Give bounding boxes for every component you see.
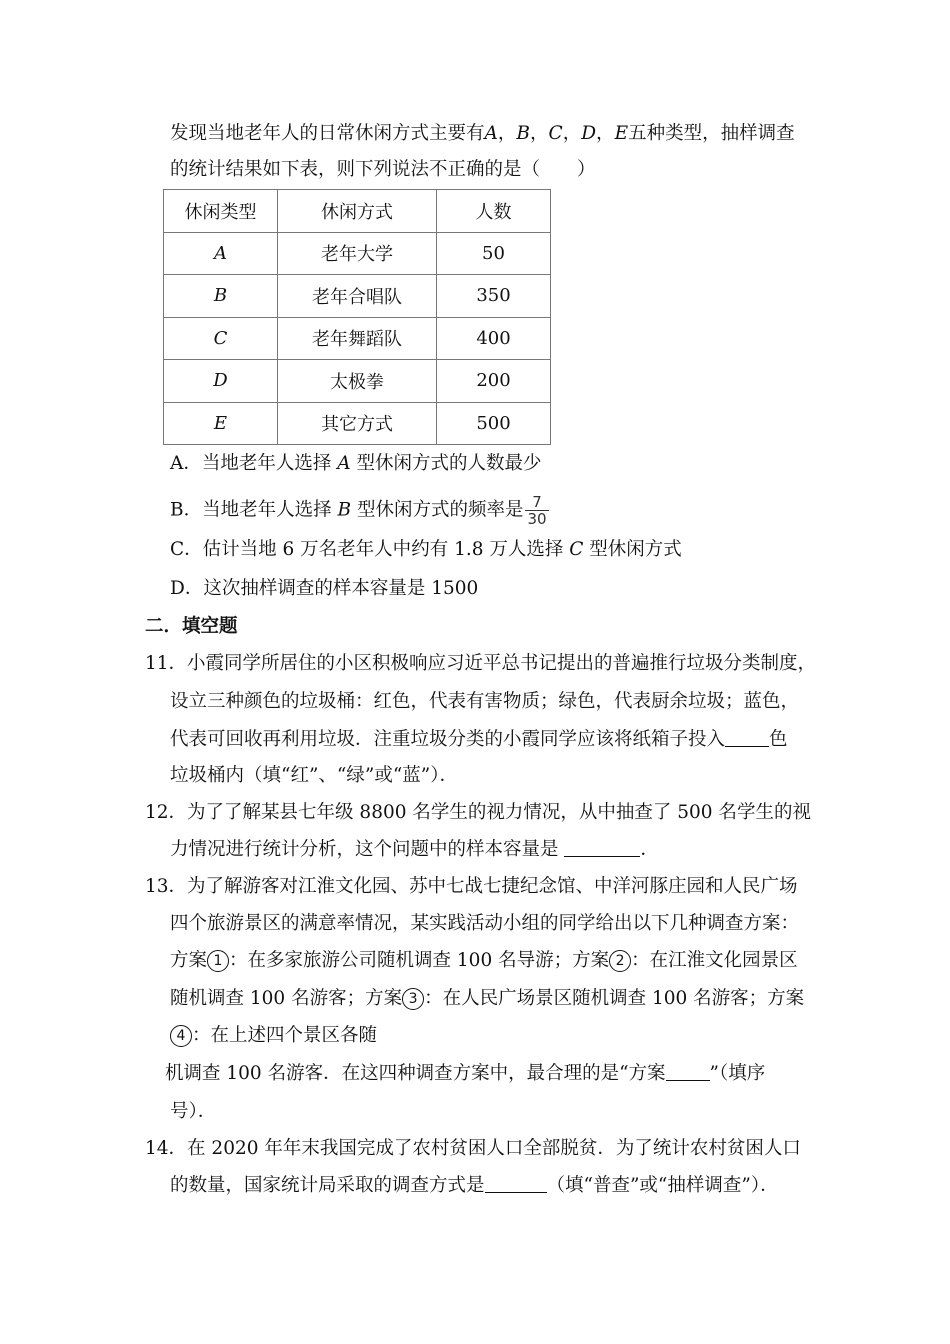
option-b-pre: B．当地老年人选择: [170, 499, 338, 521]
q13-line5: [170, 1024, 377, 1048]
q11-line1: 11．小霞同学所居住的小区积极响应习近平总书记提出的普遍推行垃圾分类制度，: [145, 653, 817, 674]
q13-line7: 号）．: [170, 1101, 217, 1122]
var-e: E: [614, 123, 629, 144]
circled-number: 4: [170, 1025, 192, 1047]
q12-line1: 12．为了了解某县七年级 8800 名学生的视力情况，从中抽查了 500 名学生的视: [145, 802, 811, 823]
q13-line6: [165, 1062, 765, 1086]
option-a: [170, 452, 542, 476]
q14-line2: [170, 1174, 779, 1198]
fraction-denominator: 30: [527, 510, 547, 528]
mode-cell: 老年大学: [278, 232, 437, 275]
sep: ，: [562, 123, 582, 144]
option-a-pre: A．当地老年人选择: [170, 453, 338, 474]
section-heading: 二．填空题: [145, 616, 238, 637]
var-d: D: [581, 123, 597, 144]
table-row: [164, 232, 551, 275]
option-a-var: A: [337, 453, 351, 474]
count-cell: 350: [437, 275, 551, 318]
q13-text: 方案: [170, 950, 208, 971]
q10-stem-line2: 的统计结果如下表，则下列说法不正确的是（ ）: [170, 159, 596, 180]
circled-number: 3: [402, 988, 424, 1010]
mode-cell: 其它方式: [278, 402, 437, 445]
fraction: [525, 494, 548, 527]
count-cell: 400: [437, 317, 551, 360]
answer-blank[interactable]: [485, 1174, 547, 1193]
table-row: [164, 360, 551, 403]
option-b-post: 型休闲方式的频率是: [351, 499, 524, 521]
q13-text: ：在上述四个景区各随: [192, 1025, 378, 1046]
q13-line1: 13．为了解游客对江淮文化园、苏中七战七捷纪念馆、中洋河豚庄园和人民广场: [145, 876, 798, 897]
answer-blank[interactable]: [564, 838, 640, 857]
option-a-post: 型休闲方式的人数最少: [350, 453, 542, 474]
q13-text: ：在多家旅游公司随机调查 100 名导游；方案: [229, 950, 610, 971]
answer-blank[interactable]: [725, 728, 769, 747]
header-cell: 休闲方式: [278, 190, 437, 233]
q11-line3-end: 色: [769, 729, 788, 750]
q13-text: 机调查 100 名游客．在这四种调查方案中，最合理的是“方案: [165, 1063, 666, 1084]
type-cell: C: [164, 317, 278, 360]
table-row: [164, 275, 551, 318]
q13-text: 随机调查 100 名游客；方案: [170, 988, 403, 1009]
count-cell: 200: [437, 360, 551, 403]
sep: ，: [530, 123, 549, 144]
var-c: C: [548, 123, 563, 144]
q11-line3: [170, 728, 788, 752]
count-cell: 500: [437, 402, 551, 445]
circled-number: 2: [609, 950, 631, 972]
sep: ，: [497, 123, 517, 144]
type-cell: A: [164, 232, 278, 275]
var-b: B: [516, 123, 531, 144]
q13-text: ：在人民广场景区随机调查 100 名游客；方案: [424, 988, 805, 1009]
type-cell: D: [164, 360, 278, 403]
mode-cell: 老年合唱队: [278, 275, 437, 318]
var-a: A: [484, 123, 498, 144]
q12-line2-text: 力情况进行统计分析，这个问题中的样本容量是: [170, 839, 565, 860]
q12-line2-end: ．: [640, 839, 659, 860]
mode-cell: 老年舞蹈队: [278, 317, 437, 360]
fraction-numerator: 7: [532, 493, 542, 511]
circled-number: 1: [207, 950, 229, 972]
sep: ，: [596, 123, 615, 144]
header-cell: 人数: [437, 190, 551, 233]
q12-line2: [170, 838, 659, 862]
mode-cell: 太极拳: [278, 360, 437, 403]
q13-line2: 四个旅游景区的满意率情况，某实践活动小组的同学给出以下几种调查方案：: [170, 913, 800, 934]
option-c-post: 型休闲方式: [583, 539, 682, 560]
q13-text: ：在江淮文化园景区: [631, 950, 798, 971]
q14-text: （填“普查”或“抽样调查”）．: [546, 1175, 779, 1196]
count-cell: 50: [437, 232, 551, 275]
q10-stem-text-a: 发现当地老年人的日常休闲方式主要有: [170, 123, 485, 144]
q13-line4: [170, 987, 804, 1011]
q11-line2: 设立三种颜色的垃圾桶：红色，代表有害物质；绿色，代表厨余垃圾；蓝色，: [170, 691, 800, 712]
option-b: [170, 494, 549, 527]
q11-line3-text: 代表可回收再利用垃圾．注重垃圾分类的小霞同学应该将纸箱子投入: [170, 729, 726, 750]
type-cell: E: [164, 402, 278, 445]
q11-line4: 垃圾桶内（填“红”、“绿”或“蓝”）．: [170, 765, 458, 786]
option-d: D．这次抽样调查的样本容量是 1500: [170, 578, 479, 599]
table-row: [164, 402, 551, 445]
option-c-pre: C．估计当地 6 万名老年人中约有 1.8 万人选择: [170, 539, 570, 560]
q10-stem-text-b: 五种类型，抽样调查: [628, 123, 795, 144]
header-cell: 休闲类型: [164, 190, 278, 233]
q14-line1: 14．在 2020 年年末我国完成了农村贫困人口全部脱贫．为了统计农村贫困人口: [145, 1138, 801, 1159]
q13-text: ”（填序: [709, 1063, 766, 1084]
q10-stem-line1: [170, 122, 795, 146]
option-c: [170, 538, 682, 562]
answer-blank[interactable]: [666, 1062, 710, 1081]
leisure-table: [163, 189, 551, 445]
type-cell: B: [164, 275, 278, 318]
table-header-row: [164, 190, 551, 233]
option-b-var: B: [337, 499, 352, 521]
q14-text: 的数量，国家统计局采取的调查方式是: [170, 1175, 485, 1196]
q13-line3: [170, 949, 798, 973]
table-row: [164, 317, 551, 360]
option-c-var: C: [569, 539, 584, 560]
